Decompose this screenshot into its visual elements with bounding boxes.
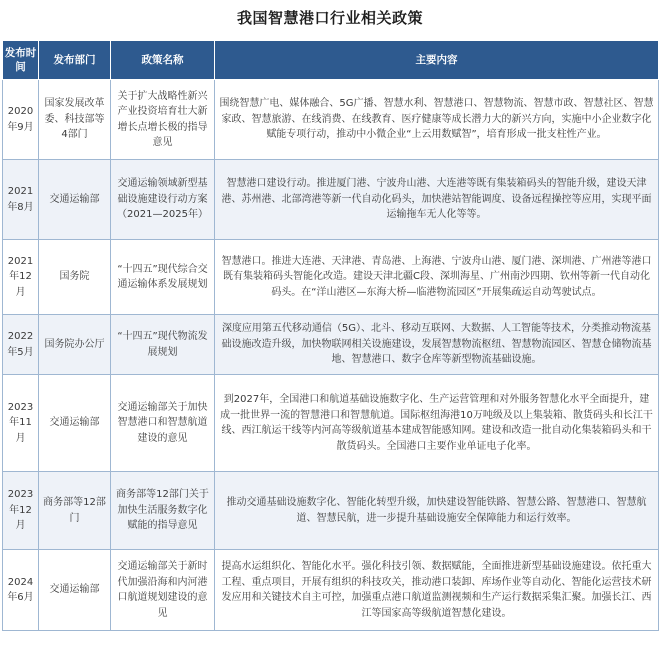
cell-name: “十四五”现代综合交通运输体系发展规划: [111, 240, 215, 315]
cell-dept: 交通运输部: [39, 550, 111, 631]
cell-content: 深度应用第五代移动通信（5G）、北斗、移动互联网、大数据、人工智能等技术，分类推动物流基础设施改造升级，加快物联网相关设施建设，发展智慧物流枢纽、智慧物流园区、智慧仓储物流基地、智慧港口、数字仓库等新型物流基础设施。: [215, 315, 659, 375]
header-content: 主要内容: [215, 41, 659, 80]
cell-time: 2024年6月: [3, 550, 39, 631]
cell-dept: 交通运输部: [39, 375, 111, 472]
cell-time: 2022年5月: [3, 315, 39, 375]
cell-name: 关于扩大战略性新兴产业投资培育壮大新增长点增长极的指导意见: [111, 80, 215, 160]
cell-time: 2021年8月: [3, 160, 39, 240]
cell-time: 2023年11月: [3, 375, 39, 472]
cell-name: 交通运输领域新型基础设施建设行动方案（2021—2025年）: [111, 160, 215, 240]
table-row: [3, 160, 659, 240]
cell-time: 2020年9月: [3, 80, 39, 160]
table-row: [3, 80, 659, 160]
cell-name: “十四五”现代物流发展规划: [111, 315, 215, 375]
cell-name: 商务部等12部门关于加快生活服务数字化赋能的指导意见: [111, 472, 215, 550]
cell-name: 交通运输部关于加快智慧港口和智慧航道建设的意见: [111, 375, 215, 472]
cell-content: 智慧港口建设行动。推进厦门港、宁波舟山港、大连港等既有集装箱码头的智能升级，建设天津港、苏州港、北部湾港等新一代自动化码头，加快港站智能调度、设备远程操控等应用，实现平面运输拖车无人化等等。: [215, 160, 659, 240]
page-title: 我国智慧港口行业相关政策: [236, 9, 423, 27]
cell-name: 交通运输部关于新时代加强沿海和内河港口航道规划建设的意见: [111, 550, 215, 631]
table-row: [3, 550, 659, 631]
table-row: [3, 472, 659, 550]
cell-time: 2023年12月: [3, 472, 39, 550]
cell-dept: 国务院: [39, 240, 111, 315]
table-header-row: [3, 41, 659, 80]
cell-content: 智慧港口。推进大连港、天津港、青岛港、上海港、宁波舟山港、厦门港、深圳港、广州港等港口既有集装箱码头智能化改造。建设天津北疆C段、深圳海星、广州南沙四期、钦州等新一代自动化码头。在“洋山港区—东海大桥—临港物流园区”开展集疏运自动驾驶试点。: [215, 240, 659, 315]
cell-content: 推动交通基础设施数字化、智能化转型升级，加快建设智能铁路、智慧公路、智慧港口、智慧航道、智慧民航，进一步提升基础设施安全保障能力和运行效率。: [215, 472, 659, 550]
cell-content: 围绕智慧广电、媒体融合、5G广播、智慧水利、智慧港口、智慧物流、智慧市政、智慧社区、智慧家政、智慧旅游、在线消费、在线教育、医疗健康等成长潜力大的新兴方向，实施中小企业数字化赋能专项行动，推动中小微企业“上云用数赋智”，培育形成一批支柱性产业。: [215, 80, 659, 160]
table-row: [3, 315, 659, 375]
header-dept: 发布部门: [39, 41, 111, 80]
cell-dept: 国务院办公厅: [39, 315, 111, 375]
header-name: 政策名称: [111, 41, 215, 80]
cell-dept: 商务部等12部门: [39, 472, 111, 550]
header-time: 发布时间: [3, 41, 39, 80]
table-row: [3, 240, 659, 315]
cell-dept: 国家发展改革委、科技部等4部门: [39, 80, 111, 160]
cell-content: 提高水运组织化、智能化水平。强化科技引领、数据赋能，全面推进新型基础设施建设。依托重大工程、重点项目，开展有组织的科技攻关，推动港口装卸、库场作业等自动化、智能化运营技术研发应用和关键技术自主可控，加强重点港口航道监测视频和生产运行数据采集汇聚。加强长江、西江等国家高等级航道智慧化建设。: [215, 550, 659, 631]
policy-table: [2, 40, 659, 631]
cell-content: 到2027年，全国港口和航道基础设施数字化、生产运营管理和对外服务智慧化水平全面提升，建成一批世界一流的智慧港口和智慧航道。国际枢纽海港10万吨级及以上集装箱、散货码头和长江干线、西江航运干线等内河高等级航道基本建成智能感知网。建设和改造一批自动化集装箱码头和干散货码头。全国港口主要作业单证电子化率。: [215, 375, 659, 472]
cell-dept: 交通运输部: [39, 160, 111, 240]
cell-time: 2021年12月: [3, 240, 39, 315]
table-row: [3, 375, 659, 472]
